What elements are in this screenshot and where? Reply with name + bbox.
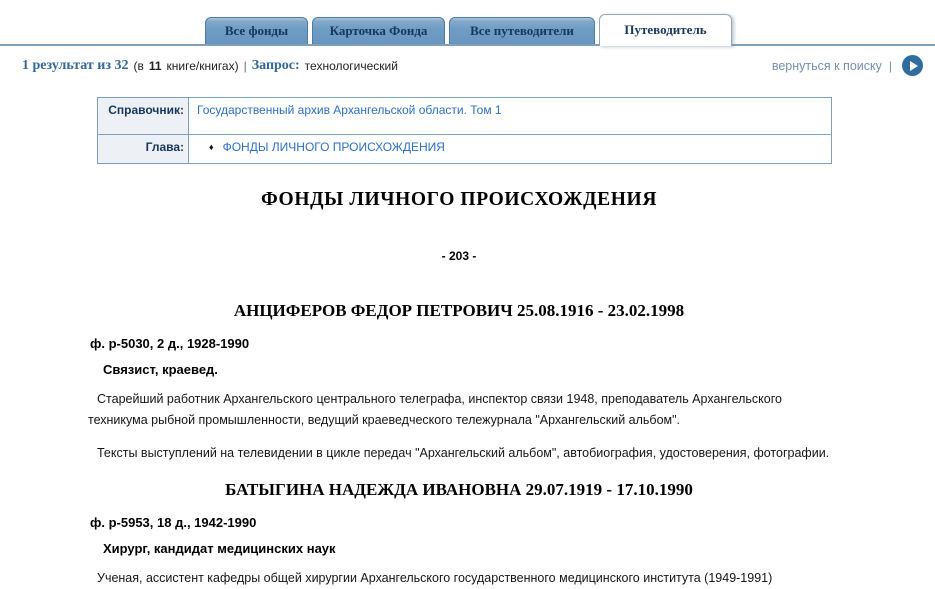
- results-bar: [0, 46, 935, 85]
- entry-paragraph: Ученая, ассистент кафедры общей хирургии Архангельского государственного медицинского института (1949-1991): [97, 571, 773, 585]
- profession-line: Связист, краевед.: [103, 362, 218, 377]
- play-icon: [910, 61, 918, 71]
- results-count: 1 результат из 32: [22, 57, 129, 73]
- fond-entry: [88, 480, 830, 589]
- query-value: технологический: [304, 58, 398, 73]
- fond-line: ф. р-5953, 18 д., 1942-1990: [90, 515, 257, 530]
- diamond-bullet-icon: ♦: [209, 142, 214, 152]
- book-link[interactable]: Государственный архив Архангельской области. Том 1: [197, 103, 502, 117]
- entry-heading: БАТЫГИНА НАДЕЖДА ИВАНОВНА 29.07.1919 - 17.10.1990: [225, 480, 693, 499]
- table-row-book: [98, 98, 832, 135]
- separator: |: [243, 58, 247, 73]
- results-summary: [22, 58, 403, 74]
- table-row-chapter: [98, 135, 832, 164]
- profession-line: Хирург, кандидат медицинских наук: [103, 541, 336, 556]
- fond-line: ф. р-5030, 2 д., 1928-1990: [90, 336, 250, 351]
- document: [88, 189, 830, 589]
- next-result-button[interactable]: [902, 55, 923, 76]
- chapter-link[interactable]: ФОНДЫ ЛИЧНОГО ПРОИСХОЖДЕНИЯ: [222, 140, 445, 154]
- entry-heading: АНЦИФЕРОВ ФЕДОР ПЕТРОВИЧ 25.08.1916 - 23.02.1998: [233, 301, 685, 320]
- document-title: ФОНДЫ ЛИЧНОГО ПРОИСХОЖДЕНИЯ: [260, 189, 658, 210]
- entry-paragraph: Тексты выступлений на телевидении в цикле передач "Архангельский альбом", автобиография, удостоверения, фотографии.: [97, 446, 830, 460]
- entry-paragraph: Старейший работник Архангельского центрального телеграфа, инспектор связи 1948, преподаватель Архангельского техникума рыбной промышленности, ведущий краеведческого тележурнала "Архангельский альбом".: [88, 392, 782, 427]
- books-count: 11: [148, 58, 162, 73]
- page-number: - 203 -: [441, 249, 477, 263]
- results-nav: [772, 55, 923, 76]
- reference-table: [97, 97, 832, 164]
- chapter-label: Глава:: [98, 135, 189, 164]
- tab-fond-card[interactable]: Карточка Фонда: [312, 17, 445, 44]
- separator: |: [888, 58, 892, 73]
- book-value-cell: [189, 98, 832, 135]
- query-label: Запрос:: [251, 57, 300, 73]
- fond-entry: [88, 301, 830, 464]
- tab-all-fonds[interactable]: Все фонды: [205, 17, 308, 44]
- tab-bar: [0, 0, 935, 46]
- in-books-prefix: (в: [133, 58, 144, 73]
- tab-all-guides[interactable]: Все путеводители: [449, 17, 595, 44]
- back-to-search-link[interactable]: вернуться к поиску: [771, 58, 882, 73]
- tab-guide[interactable]: Путеводитель: [599, 14, 732, 46]
- chapter-value-cell: [189, 135, 832, 164]
- in-books-suffix: книге/книгах): [166, 58, 239, 73]
- book-label: Справочник:: [98, 98, 189, 135]
